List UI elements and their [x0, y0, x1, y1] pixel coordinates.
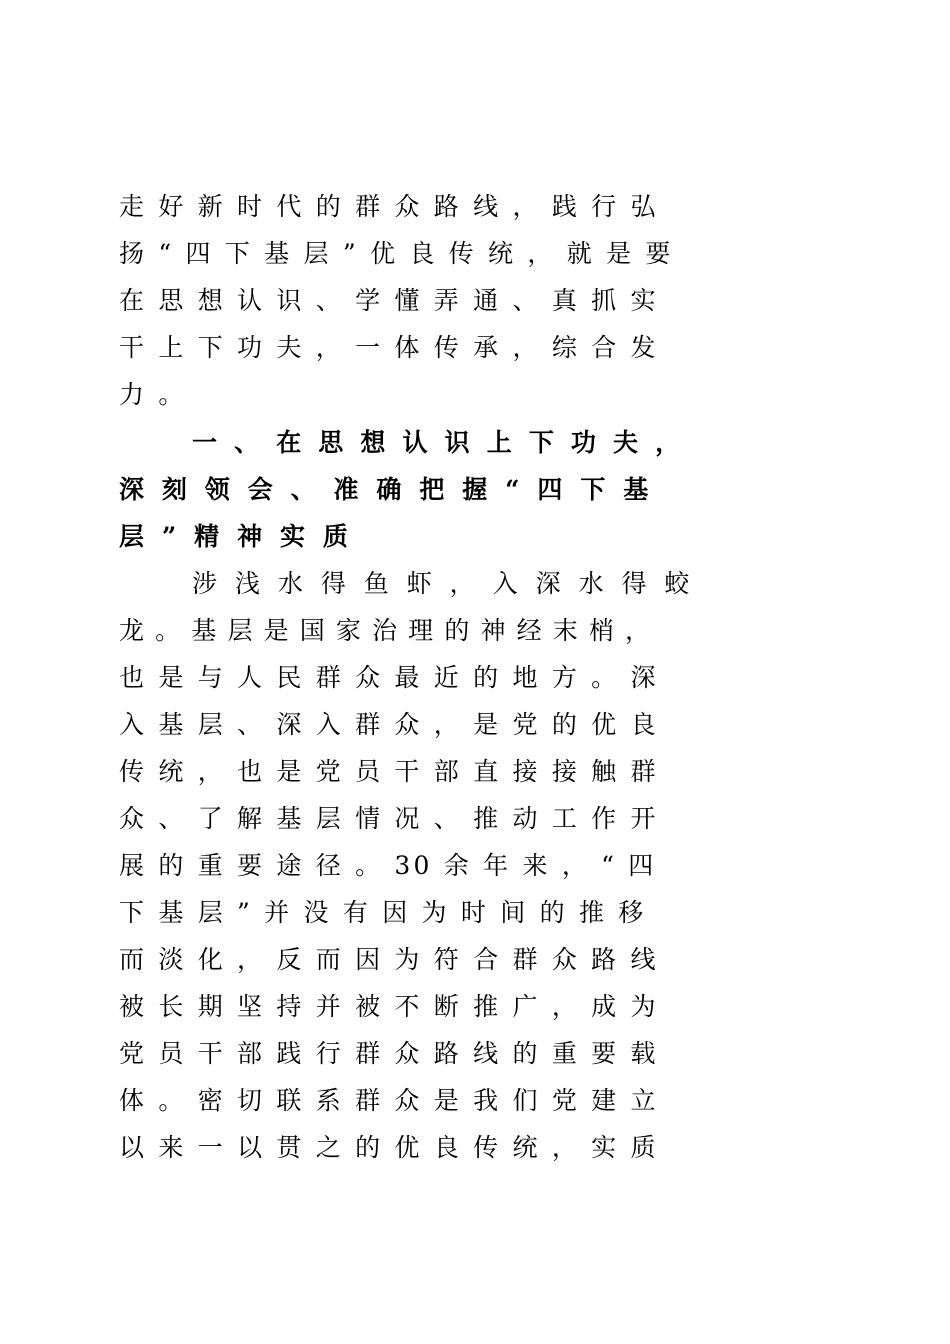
section-heading-line-3: 层 ” 精 神 实 质 — [119, 522, 353, 551]
body-line-10: 被 长 期 坚 持 并 被 不 断 推 广 ， 成 为 — [119, 992, 659, 1021]
body-line-1: 涉 浅 水 得 鱼 虾 ， 入 深 水 得 蛟 — [192, 569, 695, 598]
body-line-8: 下 基 层 ” 并 没 有 因 为 时 间 的 推 移 — [119, 898, 647, 927]
body-line-5: 传 统 ， 也 是 党 员 干 部 直 接 接 触 群 — [119, 757, 659, 786]
intro-line-5: 力 。 — [119, 380, 187, 409]
section-heading-line-1: 一 、 在 思 想 认 识 上 下 功 夫 ， — [192, 428, 685, 457]
body-line-2: 龙 。 基 层 是 国 家 治 理 的 神 经 末 梢 ， — [119, 616, 652, 645]
body-line-3: 也 是 与 人 民 群 众 最 近 的 地 方 。 深 — [119, 663, 659, 692]
body-line-6: 众 、 了 解 基 层 情 况 、 推 动 工 作 开 — [119, 804, 659, 833]
body-line-13: 以 来 一 以 贯 之 的 优 良 传 统 ， 实 质 — [119, 1133, 659, 1162]
intro-line-4: 干 上 下 功 夫 ， 一 体 传 承 ， 综 合 发 — [119, 333, 659, 362]
intro-line-2: 扬 “ 四 下 基 层 ” 优 良 传 统 ， 就 是 要 — [119, 239, 674, 268]
body-line-4: 入 基 层 、 深 入 群 众 ， 是 党 的 优 良 — [119, 710, 659, 739]
body-line-12: 体 。 密 切 联 系 群 众 是 我 们 党 建 立 — [119, 1086, 659, 1115]
intro-line-3: 在 思 想 认 识 、 学 懂 弄 通 、 真 抓 实 — [119, 286, 659, 315]
body-line-7: 展 的 重 要 途 径 。 30 余 年 来 ， “ 四 — [119, 851, 657, 880]
intro-line-1: 走 好 新 时 代 的 群 众 路 线 ， 践 行 弘 — [119, 192, 659, 221]
body-line-9: 而 淡 化 ， 反 而 因 为 符 合 群 众 路 线 — [119, 945, 659, 974]
section-heading-line-2: 深 刻 领 会 、 准 确 把 握 “ 四 下 基 — [119, 475, 653, 504]
body-line-11: 党 员 干 部 践 行 群 众 路 线 的 重 要 载 — [119, 1039, 659, 1068]
